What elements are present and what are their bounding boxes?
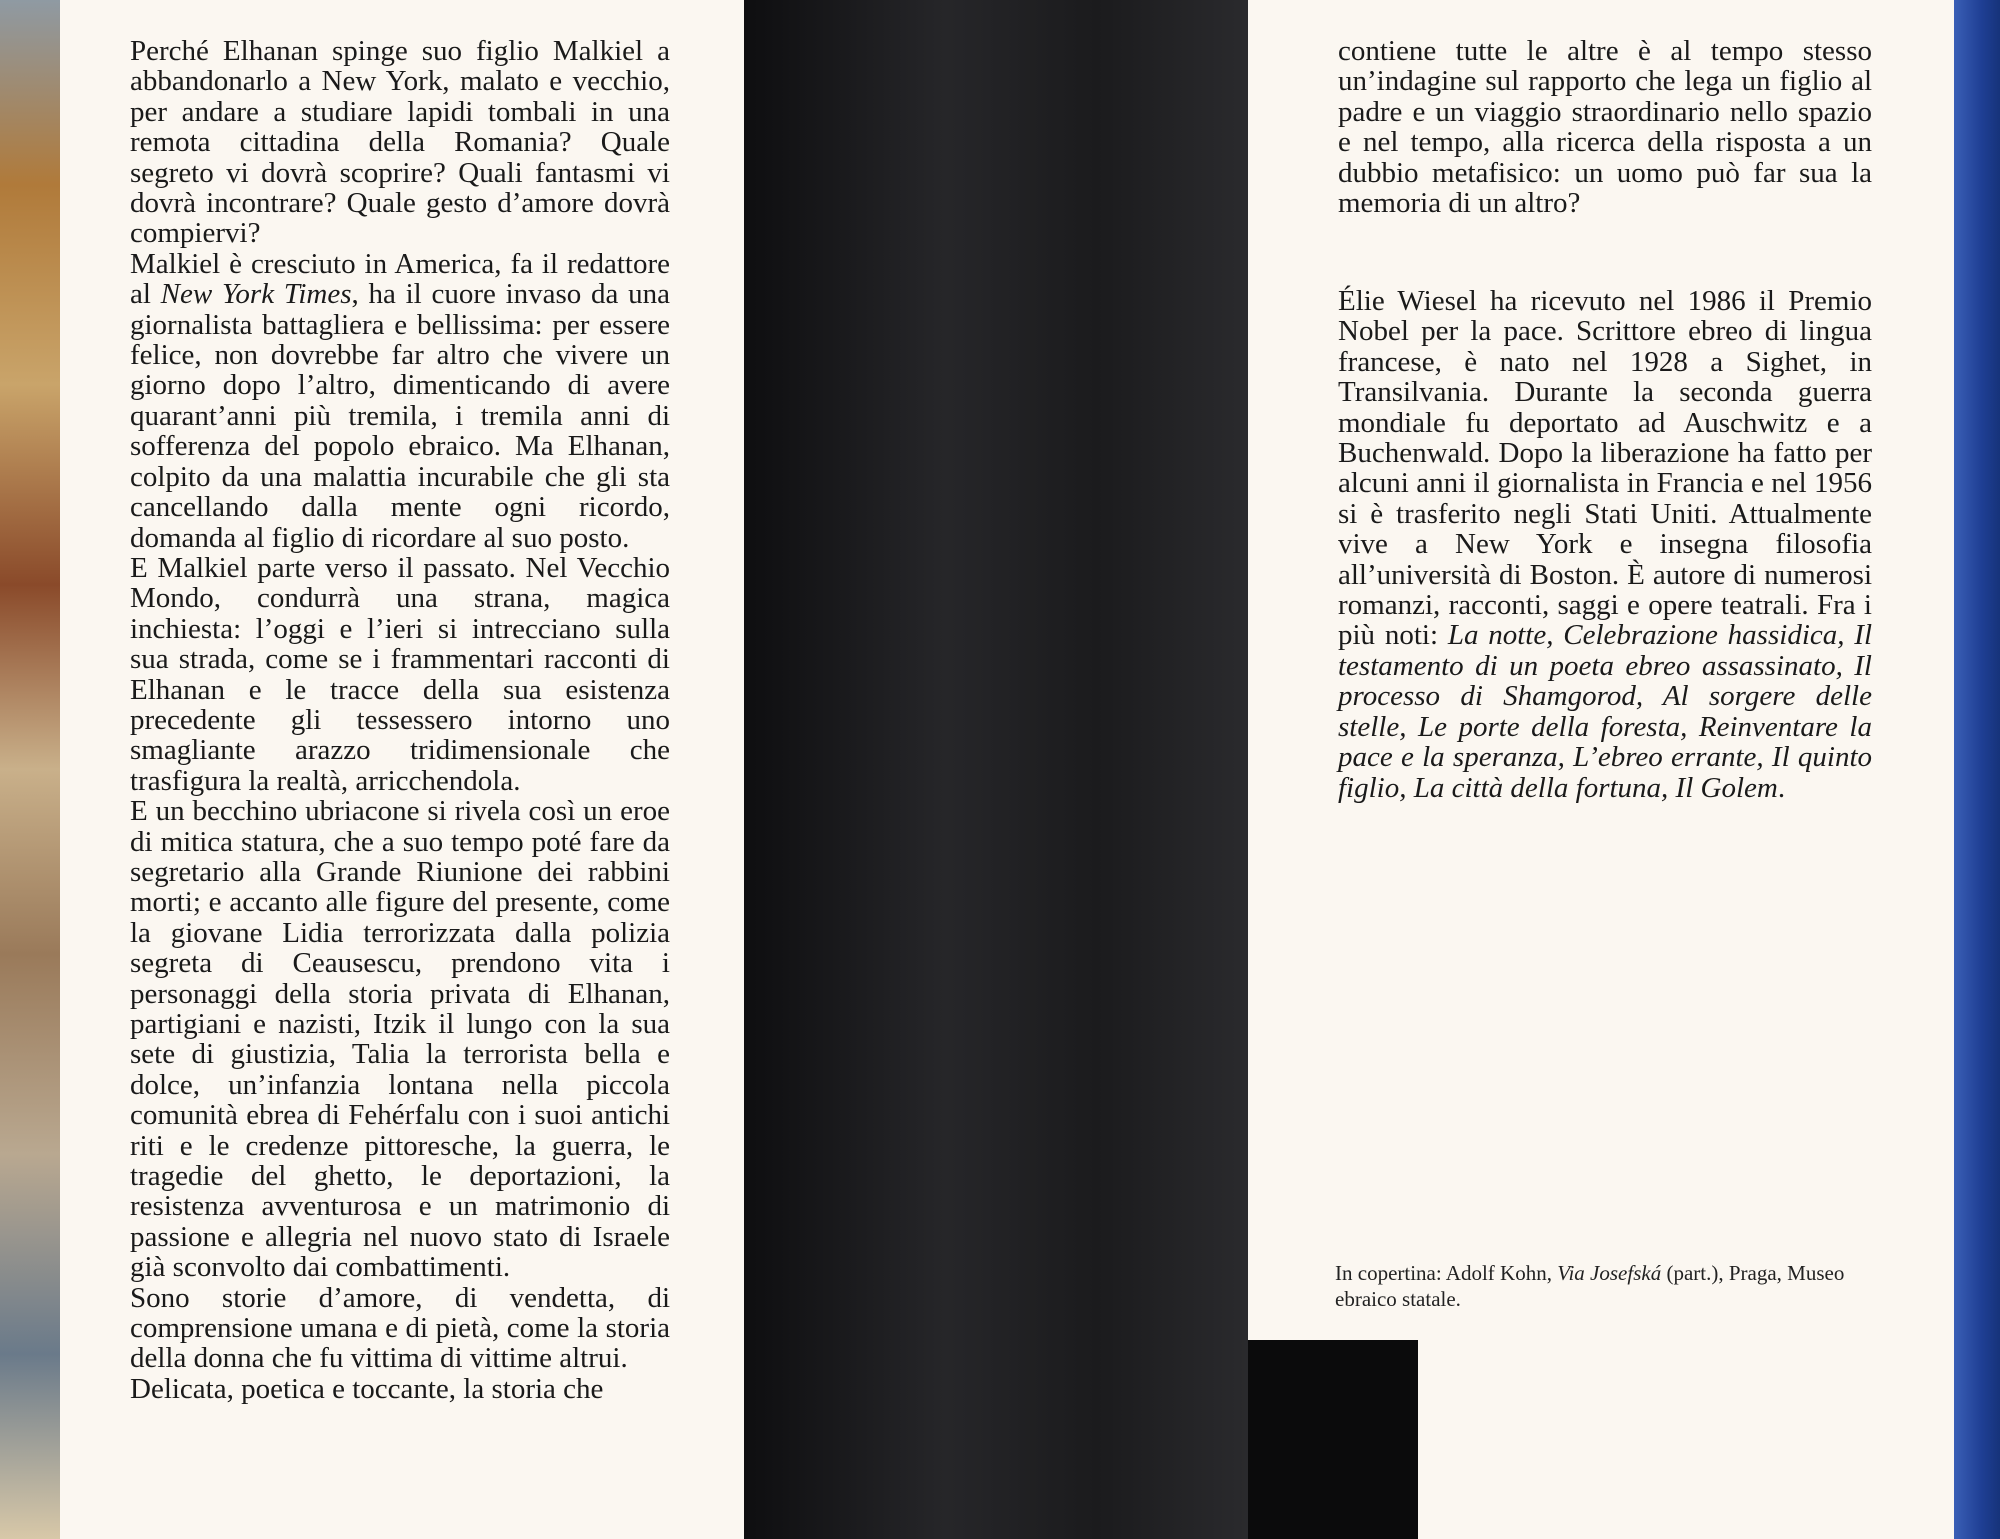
synopsis-text: Malkiel è cresciuto in America, fa il redattore al (130, 247, 670, 311)
synopsis-paragraph-3: E Malkiel parte verso il passato. Nel Vecchio Mondo, condurrà una strana, magica inchiesta: l’oggi e l’ieri si intrecciano sulla sua strada, come se i frammentari racconti di Elhanan e le tracce della sua esistenza precedente gli tessessero intorno uno smagliante arazzo tridimensionale che trasfigura la realtà, arricchendola. (130, 551, 670, 797)
caption-prefix: In copertina: Adolf Kohn, (1335, 1261, 1558, 1285)
synopsis-paragraph-6: Delicata, poetica e toccante, la storia che (130, 1372, 604, 1405)
synopsis-text: , ha il cuore invaso da una giornalista battagliera e bellissima: per essere felice, non dovrebbe far altro che vivere un giorno dopo l’altro, dimenticando di avere quarant’anni più tremila, i tremila anni di sofferenza del popolo ebraico. Ma Elhanan, colpito da una malattia incurabile che gli sta cancellando dalla mente ogni ricordo, domanda al figlio di ricordare al suo posto. (130, 278, 671, 554)
synopsis-continuation: contiene tutte le altre è al tempo stesso un’indagine sul rapporto che lega un figlio al padre e un viaggio straordinario nello spazio e nel tempo, alla ricerca della risposta a un dubbio metafisico: un uomo può far sua la memoria di un altro? (1338, 35, 1872, 220)
synopsis-paragraph-4: E un becchino ubriacone si rivela così un eroe di mitica statura, che a suo tempo poté fare da segretario alla Grande Riunione dei rabbini morti; e accanto alle figure del presente, come la giovane Lidia terrorizzata dalla polizia segreta di Ceausescu, prendono vita i personaggi della storia privata di Elhanan, partigiani e nazisti, Itzik il lungo con la sua sete di giustizia, Talia la terrorista bella e dolce, un’infanzia lontana nella piccola comunità ebrea di Fehérfalu con i suoi antichi riti e le credenze pittoresche, la guerra, le tragedie del ghetto, le deportazioni, la resistenza avventurosa e un matrimonio di passione e allegria nel nuovo stato di Israele già sconvolto dai combattimenti. (130, 795, 670, 1284)
bio-text: Élie Wiesel ha ricevuto nel 1986 il Premio Nobel per la pace. Scrittore ebreo di lingua francese, è nato nel 1928 a Sighet, in Transilvania. Durante la seconda guerra mondiale fu deportato ad Auschwitz e a Buchenwald. Dopo la liberazione ha fatto per alcuni anni il giornalista in Francia e nel 1956 si è trasferito negli Stati Uniti. Attualmente vive a New York e insegna filosofia all’università di Boston. È autore di numerosi romanzi, racconti, saggi e opere teatrali. Fra i più noti: (1338, 285, 1872, 652)
bio-works-list: La notte, Celebrazione hassidica, Il testamento di un poeta ebreo assassinato, Il processo di Shamgorod, Al sorgere delle stelle, Le porte della foresta, Reinventare la pace e la speranza, L’ebreo errante, Il quinto figlio, La città della fortuna, Il Golem (1338, 619, 1872, 804)
synopsis-paragraph-1: Perché Elhanan spinge suo figlio Malkiel a abbandonarlo a New York, malato e vecchio, per andare a studiare lapidi tombali in una remota cittadina della Romania? Quale segreto vi dovrà scoprire? Quali fantasmi vi dovrà incontrare? Quale gesto d’amore dovrà compiervi? (130, 35, 670, 250)
right-flap-continuation (1338, 36, 1872, 218)
bio-text-end: . (1777, 771, 1786, 804)
folded-corner (1248, 1340, 1418, 1539)
cover-edge-right (1954, 0, 2000, 1539)
newspaper-title: New York Times (160, 278, 352, 311)
caption-suffix: (part.), Praga, Museo ebraico statale. (1335, 1261, 1845, 1311)
author-bio-paragraph (1338, 286, 1872, 803)
left-flap-text (130, 36, 670, 1404)
book-spine-gutter (744, 0, 1248, 1539)
author-bio (1338, 286, 1872, 803)
synopsis-paragraph-5: Sono storie d’amore, di vendetta, di comprensione umana e di pietà, come la storia della donna che fu vittima di vittime altrui. (130, 1281, 670, 1375)
synopsis-paragraph-2 (130, 249, 670, 553)
cover-credit-caption (1335, 1260, 1875, 1312)
cover-edge-left (0, 0, 60, 1539)
artwork-title: Via Josefská (1557, 1261, 1662, 1285)
